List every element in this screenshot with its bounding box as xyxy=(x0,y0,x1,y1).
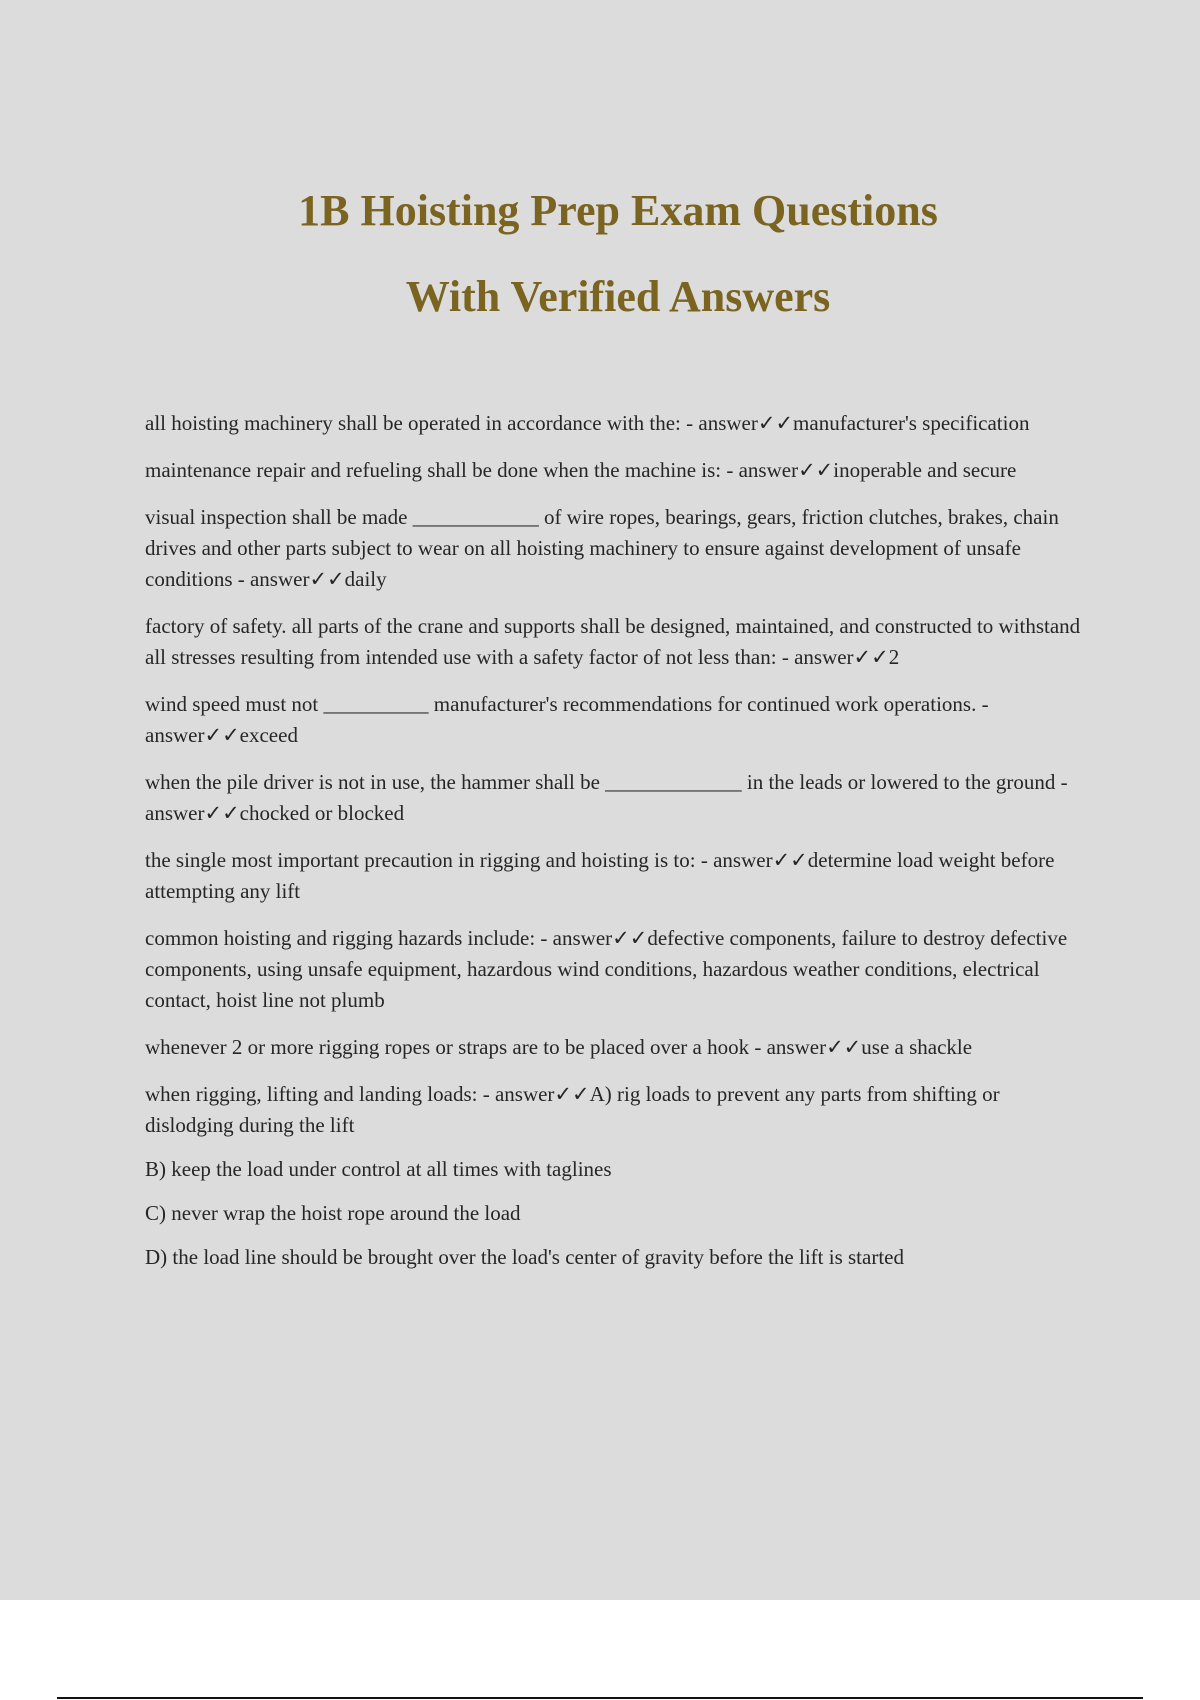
qa-item: whenever 2 or more rigging ropes or straps are to be placed over a hook - answer✓✓use a shackle xyxy=(145,1035,973,1059)
qa-item: maintenance repair and refueling shall be done when the machine is: - answer✓✓inoperable and secure xyxy=(145,458,1017,482)
qa-item: when rigging, lifting and landing loads: - answer✓✓A) rig loads to prevent any parts from shifting or dislodging during the lift xyxy=(145,1082,1000,1137)
document-title xyxy=(0,168,1200,340)
qa-item: wind speed must not __________ manufacturer's recommendations for continued work operations. - answer✓✓exceed xyxy=(145,692,989,747)
qa-item: when the pile driver is not in use, the hammer shall be _____________ in the leads or lowered to the ground - answer✓✓chocked or blocked xyxy=(145,770,1068,825)
footer-divider xyxy=(57,1697,1143,1699)
title-line-1: 1B Hoisting Prep Exam Questions xyxy=(298,186,938,235)
title-line-2: With Verified Answers xyxy=(405,272,831,321)
answer-option-d: D) the load line should be brought over the load's center of gravity before the lift is started xyxy=(145,1245,904,1269)
qa-item: common hoisting and rigging hazards include: - answer✓✓defective components, failure to destroy defective components, using unsafe equipment, hazardous wind conditions, hazardous weather conditions, electrical contact, hoist line not plumb xyxy=(145,926,1068,1012)
question-answer-list xyxy=(145,408,1085,1286)
answer-option-b: B) keep the load under control at all times with taglines xyxy=(145,1157,612,1181)
qa-item: factory of safety. all parts of the crane and supports shall be designed, maintained, and constructed to withstand all stresses resulting from intended use with a safety factor of not less than: - answer✓✓2 xyxy=(145,614,1081,669)
answer-option-c: C) never wrap the hoist rope around the load xyxy=(145,1201,521,1225)
qa-item: all hoisting machinery shall be operated in accordance with the: - answer✓✓manufacturer's specification xyxy=(145,411,1030,435)
qa-item: visual inspection shall be made ____________ of wire ropes, bearings, gears, friction clutches, brakes, chain drives and other parts subject to wear on all hoisting machinery to ensure against development of unsafe conditions - answer✓✓daily xyxy=(145,505,1059,591)
qa-item: the single most important precaution in rigging and hoisting is to: - answer✓✓determine load weight before attempting any lift xyxy=(145,848,1055,903)
